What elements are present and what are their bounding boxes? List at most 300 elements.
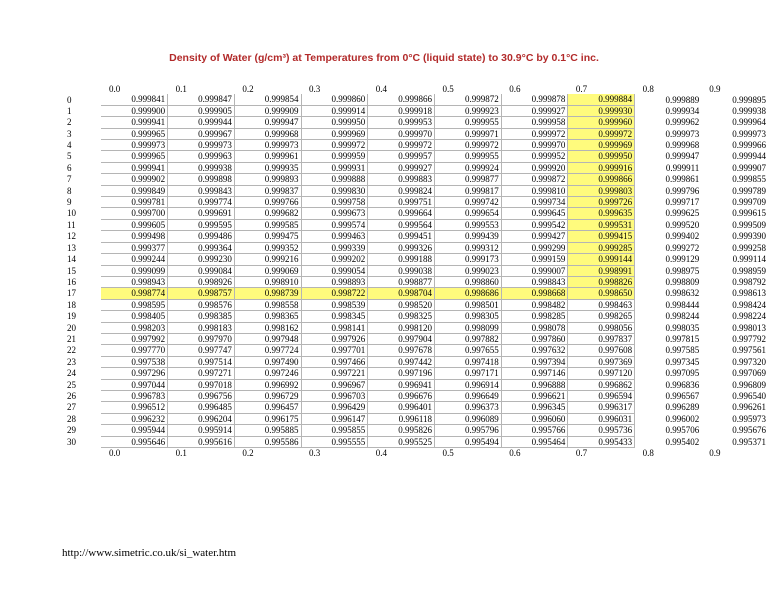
density-cell: 0.997196 <box>368 368 435 379</box>
density-cell: 0.999972 <box>568 128 635 139</box>
density-cell: 0.997678 <box>368 345 435 356</box>
density-cell: 0.999957 <box>368 151 435 162</box>
density-cell: 0.995736 <box>568 425 635 436</box>
table-row <box>59 288 768 299</box>
density-cell: 0.995494 <box>434 436 501 447</box>
density-cell: 0.999299 <box>501 242 568 253</box>
density-cell: 0.997095 <box>665 368 700 379</box>
density-cell: 0.998285 <box>501 311 568 322</box>
density-cell: 0.999973 <box>168 140 235 151</box>
density-cell: 0.999944 <box>168 117 235 128</box>
density-cell: 0.995586 <box>234 436 301 447</box>
density-cell: 0.999947 <box>234 117 301 128</box>
density-cell: 0.997246 <box>234 368 301 379</box>
density-cell: 0.998774 <box>101 288 168 299</box>
column-footer: 0.0 <box>108 448 121 458</box>
density-cell: 0.999970 <box>501 140 568 151</box>
density-cell: 0.999947 <box>665 151 700 162</box>
density-cell: 0.995766 <box>501 425 568 436</box>
density-cell: 0.997442 <box>368 356 435 367</box>
density-cell: 0.996457 <box>234 402 301 413</box>
density-cell: 0.998424 <box>732 299 766 310</box>
table-row <box>59 254 768 265</box>
density-cell: 0.997120 <box>568 368 635 379</box>
density-cell: 0.999781 <box>101 197 168 208</box>
table-row <box>59 265 768 276</box>
row-temperature-label: 1 <box>67 105 72 116</box>
density-cell: 0.999941 <box>101 162 168 173</box>
density-cell: 0.999969 <box>568 140 635 151</box>
density-cell: 0.998539 <box>301 299 368 310</box>
density-cell: 0.998686 <box>434 288 501 299</box>
density-cell: 0.999958 <box>501 117 568 128</box>
row-temperature-label: 9 <box>67 197 72 208</box>
density-cell: 0.996261 <box>732 402 766 413</box>
row-temperature-label: 14 <box>67 254 76 265</box>
density-cell: 0.999944 <box>732 151 766 162</box>
density-cell: 0.999972 <box>434 140 501 151</box>
density-cell: 0.996289 <box>665 402 700 413</box>
density-cell: 0.999673 <box>301 208 368 219</box>
density-cell: 0.997394 <box>501 356 568 367</box>
density-cell: 0.999520 <box>665 219 700 230</box>
density-table <box>59 84 768 458</box>
density-cell: 0.998613 <box>732 288 766 299</box>
table-row <box>59 242 768 253</box>
density-cell: 0.997632 <box>501 345 568 356</box>
density-cell: 0.998520 <box>368 299 435 310</box>
row-temperature-label: 2 <box>67 117 72 128</box>
density-cell: 0.999841 <box>101 94 168 105</box>
header-row <box>59 84 768 94</box>
density-cell: 0.999866 <box>568 174 635 185</box>
row-temperature-label: 6 <box>67 162 72 173</box>
density-cell: 0.996621 <box>501 390 568 401</box>
density-cell: 0.996862 <box>568 379 635 390</box>
column-header: 0.7 <box>575 84 588 94</box>
density-cell: 0.997837 <box>568 333 635 344</box>
density-cell: 0.999931 <box>301 162 368 173</box>
density-cell: 0.998943 <box>101 276 168 287</box>
density-cell: 0.999872 <box>501 174 568 185</box>
density-cell: 0.997882 <box>434 333 501 344</box>
row-temperature-label: 3 <box>67 128 72 139</box>
density-cell: 0.999872 <box>434 94 501 105</box>
density-cell: 0.998668 <box>501 288 568 299</box>
density-cell: 0.999427 <box>501 231 568 242</box>
density-cell: 0.999930 <box>568 105 635 116</box>
density-cell: 0.997904 <box>368 333 435 344</box>
density-cell: 0.999883 <box>368 174 435 185</box>
density-cell: 0.998244 <box>665 311 700 322</box>
row-temperature-label: 4 <box>67 140 72 151</box>
density-cell: 0.999849 <box>101 185 168 196</box>
row-temperature-label: 13 <box>67 242 76 253</box>
column-header: 0.5 <box>442 84 454 94</box>
density-cell: 0.999390 <box>732 231 766 242</box>
table-row <box>59 345 768 356</box>
density-cell: 0.995525 <box>368 436 435 447</box>
density-cell: 0.996429 <box>301 402 368 413</box>
density-cell: 0.999173 <box>434 254 501 265</box>
density-cell: 0.999927 <box>368 162 435 173</box>
density-cell: 0.995885 <box>234 425 301 436</box>
density-cell: 0.995555 <box>301 436 368 447</box>
density-cell: 0.999654 <box>434 208 501 219</box>
density-cell: 0.996676 <box>368 390 435 401</box>
density-cell: 0.998877 <box>368 276 435 287</box>
density-cell: 0.999965 <box>101 151 168 162</box>
density-cell: 0.996729 <box>234 390 301 401</box>
density-cell: 0.998056 <box>568 322 635 333</box>
density-cell: 0.997044 <box>101 379 168 390</box>
table-row <box>59 436 768 447</box>
column-footer: 0.8 <box>642 447 654 458</box>
column-header: 0.3 <box>309 84 321 94</box>
row-temperature-label: 11 <box>67 219 76 230</box>
density-cell: 0.999796 <box>665 185 700 196</box>
density-cell: 0.999605 <box>101 219 168 230</box>
density-cell: 0.999953 <box>368 117 435 128</box>
density-cell: 0.995402 <box>665 436 700 447</box>
density-cell: 0.999585 <box>234 219 301 230</box>
density-cell: 0.999475 <box>234 231 301 242</box>
row-temperature-label: 26 <box>67 390 76 401</box>
density-cell: 0.997069 <box>732 368 766 379</box>
density-cell: 0.999700 <box>101 208 168 219</box>
density-cell: 0.998722 <box>301 288 368 299</box>
page-title: Density of Water (g/cm³) at Temperatures from 0°C (liquid state) to 30.9°C by 0.1°C inc. <box>169 52 599 64</box>
density-cell: 0.996836 <box>665 379 700 390</box>
density-cell: 0.996914 <box>434 379 501 390</box>
density-cell: 0.999691 <box>168 208 235 219</box>
density-cell: 0.999970 <box>368 128 435 139</box>
table-row <box>59 151 768 162</box>
table-row <box>59 402 768 413</box>
density-cell: 0.998463 <box>568 299 635 310</box>
density-cell: 0.999542 <box>501 219 568 230</box>
density-cell: 0.999967 <box>168 128 235 139</box>
density-cell: 0.996147 <box>301 413 368 424</box>
density-cell: 0.999766 <box>234 197 301 208</box>
density-cell: 0.999230 <box>168 254 235 265</box>
density-cell: 0.996992 <box>234 379 301 390</box>
density-cell: 0.999285 <box>568 242 635 253</box>
density-cell: 0.999916 <box>568 162 635 173</box>
row-temperature-label: 5 <box>67 151 72 162</box>
density-cell: 0.999244 <box>101 254 168 265</box>
table-row <box>59 276 768 287</box>
density-cell: 0.998365 <box>234 311 301 322</box>
density-cell: 0.998265 <box>568 311 635 322</box>
density-cell: 0.998809 <box>665 276 700 287</box>
table-row <box>59 162 768 173</box>
density-cell: 0.996317 <box>568 402 635 413</box>
column-footer: 0.1 <box>175 448 187 458</box>
density-cell: 0.999099 <box>101 265 168 276</box>
density-cell: 0.999023 <box>434 265 501 276</box>
density-cell: 0.999877 <box>434 174 501 185</box>
density-cell: 0.998843 <box>501 276 568 287</box>
density-cell: 0.996089 <box>434 413 501 424</box>
density-cell: 0.997018 <box>168 379 235 390</box>
density-cell: 0.997345 <box>665 356 700 367</box>
density-cell: 0.995433 <box>568 436 635 447</box>
density-cell: 0.999973 <box>665 128 700 139</box>
density-cell: 0.999952 <box>501 151 568 162</box>
density-cell: 0.999615 <box>732 208 766 219</box>
density-cell: 0.999810 <box>501 185 568 196</box>
density-cell: 0.999129 <box>665 254 700 265</box>
row-temperature-label: 12 <box>67 231 76 242</box>
density-cell: 0.998739 <box>234 288 301 299</box>
table-row <box>59 368 768 379</box>
density-cell: 0.995464 <box>501 436 568 447</box>
density-cell: 0.999498 <box>101 231 168 242</box>
density-cell: 0.999927 <box>501 105 568 116</box>
density-cell: 0.997792 <box>732 333 766 344</box>
density-cell: 0.998183 <box>168 322 235 333</box>
density-cell: 0.999860 <box>301 94 368 105</box>
density-cell: 0.997655 <box>434 345 501 356</box>
density-cell: 0.998991 <box>568 265 635 276</box>
row-temperature-label: 0 <box>67 94 72 105</box>
density-cell: 0.997992 <box>101 333 168 344</box>
density-cell: 0.999888 <box>301 174 368 185</box>
density-cell: 0.999950 <box>301 117 368 128</box>
density-cell: 0.998141 <box>301 322 368 333</box>
density-cell: 0.999855 <box>732 174 766 185</box>
row-temperature-label: 25 <box>67 379 76 390</box>
column-header: 0.8 <box>642 84 654 94</box>
density-cell: 0.996175 <box>234 413 301 424</box>
density-cell: 0.997369 <box>568 356 635 367</box>
density-cell: 0.999553 <box>434 219 501 230</box>
table-row <box>59 356 768 367</box>
density-cell: 0.999837 <box>234 185 301 196</box>
density-cell: 0.999595 <box>168 219 235 230</box>
density-cell: 0.998120 <box>368 322 435 333</box>
table-row <box>59 128 768 139</box>
density-cell: 0.997146 <box>501 368 568 379</box>
density-cell: 0.996232 <box>101 413 168 424</box>
density-cell: 0.999861 <box>665 174 700 185</box>
density-cell: 0.998345 <box>301 311 368 322</box>
density-cell: 0.999884 <box>568 94 635 105</box>
row-temperature-label: 10 <box>67 208 76 219</box>
row-temperature-label: 7 <box>67 174 72 185</box>
density-cell: 0.996941 <box>368 379 435 390</box>
density-cell: 0.999905 <box>168 105 235 116</box>
row-temperature-label: 17 <box>67 288 76 299</box>
density-cell: 0.997948 <box>234 333 301 344</box>
density-cell: 0.999963 <box>168 151 235 162</box>
density-cell: 0.999202 <box>301 254 368 265</box>
density-cell: 0.999938 <box>168 162 235 173</box>
density-cell: 0.998792 <box>732 276 766 287</box>
density-cell: 0.996345 <box>501 402 568 413</box>
density-cell: 0.999159 <box>501 254 568 265</box>
density-cell: 0.997860 <box>501 333 568 344</box>
density-cell: 0.997271 <box>168 368 235 379</box>
table-row <box>59 208 768 219</box>
density-cell: 0.999625 <box>665 208 700 219</box>
density-cell: 0.998035 <box>665 322 700 333</box>
column-footer: 0.4 <box>375 448 388 458</box>
density-cell: 0.999969 <box>301 128 368 139</box>
density-cell: 0.999803 <box>568 185 635 196</box>
density-cell: 0.997770 <box>101 345 168 356</box>
density-cell: 0.999364 <box>168 242 235 253</box>
density-cell: 0.998926 <box>168 276 235 287</box>
density-cell: 0.999439 <box>434 231 501 242</box>
table-row <box>59 185 768 196</box>
density-cell: 0.996649 <box>434 390 501 401</box>
row-temperature-label: 21 <box>67 333 76 344</box>
table-row <box>59 105 768 116</box>
density-cell: 0.999531 <box>568 219 635 230</box>
density-cell: 0.995914 <box>168 425 235 436</box>
density-cell: 0.999878 <box>501 94 568 105</box>
density-cell: 0.999463 <box>301 231 368 242</box>
density-cell: 0.999950 <box>568 151 635 162</box>
density-cell: 0.999934 <box>665 105 700 116</box>
density-cell: 0.998203 <box>101 322 168 333</box>
density-cell: 0.999258 <box>732 242 766 253</box>
density-cell: 0.999635 <box>568 208 635 219</box>
density-cell: 0.999941 <box>101 117 168 128</box>
column-footer: 0.3 <box>309 448 321 458</box>
density-cell: 0.999965 <box>101 128 168 139</box>
footer-row <box>59 448 768 459</box>
density-cell: 0.999817 <box>434 185 501 196</box>
density-cell: 0.997221 <box>301 368 368 379</box>
density-cell: 0.998325 <box>368 311 435 322</box>
density-cell: 0.999188 <box>368 254 435 265</box>
density-cell: 0.999843 <box>168 185 235 196</box>
density-cell: 0.998558 <box>234 299 301 310</box>
density-cell: 0.998482 <box>501 299 568 310</box>
density-cell: 0.998910 <box>234 276 301 287</box>
table-row <box>59 231 768 242</box>
density-cell: 0.995616 <box>168 436 235 447</box>
density-cell: 0.998959 <box>732 265 766 276</box>
density-cell: 0.996512 <box>101 402 168 413</box>
density-cell: 0.995944 <box>101 425 168 436</box>
density-cell: 0.997538 <box>101 356 168 367</box>
density-cell: 0.996888 <box>501 379 568 390</box>
density-cell: 0.999968 <box>665 140 700 151</box>
density-cell: 0.999909 <box>234 105 301 116</box>
table-row <box>59 174 768 185</box>
density-cell: 0.999774 <box>168 197 235 208</box>
density-cell: 0.998224 <box>732 311 766 322</box>
density-cell: 0.998162 <box>234 322 301 333</box>
density-cell: 0.996703 <box>301 390 368 401</box>
density-cell: 0.999709 <box>732 197 766 208</box>
row-temperature-label: 23 <box>67 356 76 367</box>
density-cell: 0.999955 <box>434 117 501 128</box>
density-cell: 0.999742 <box>434 197 501 208</box>
density-cell: 0.999789 <box>732 185 766 196</box>
density-cell: 0.996373 <box>434 402 501 413</box>
density-cell: 0.999038 <box>368 265 435 276</box>
density-cell: 0.998632 <box>665 288 700 299</box>
density-cell: 0.999962 <box>665 117 700 128</box>
column-header: 0.2 <box>242 84 254 94</box>
density-cell: 0.997608 <box>568 345 635 356</box>
density-cell: 0.999758 <box>301 197 368 208</box>
density-cell: 0.999972 <box>301 140 368 151</box>
density-cell: 0.999972 <box>501 128 568 139</box>
density-cell: 0.999664 <box>368 208 435 219</box>
density-cell: 0.999914 <box>301 105 368 116</box>
density-cell: 0.996031 <box>568 413 635 424</box>
density-cell: 0.999960 <box>568 117 635 128</box>
density-cell: 0.999900 <box>101 105 168 116</box>
density-cell: 0.999726 <box>568 197 635 208</box>
corner-cell <box>59 448 101 459</box>
density-cell: 0.998576 <box>168 299 235 310</box>
density-cell: 0.999902 <box>101 174 168 185</box>
density-cell: 0.995706 <box>665 425 700 436</box>
density-cell: 0.999847 <box>168 94 235 105</box>
density-cell: 0.998975 <box>665 265 700 276</box>
column-footer: 0.2 <box>242 448 254 458</box>
density-cell: 0.999924 <box>434 162 501 173</box>
density-cell: 0.999920 <box>501 162 568 173</box>
density-cell: 0.999114 <box>732 254 766 265</box>
density-cell: 0.997296 <box>101 368 168 379</box>
density-cell: 0.999069 <box>234 265 301 276</box>
density-cell: 0.999973 <box>101 140 168 151</box>
density-cell: 0.997514 <box>168 356 235 367</box>
density-cell: 0.995855 <box>301 425 368 436</box>
density-cell: 0.999574 <box>301 219 368 230</box>
column-header: 0.6 <box>509 84 521 94</box>
column-header: 0.9 <box>709 84 721 94</box>
density-cell: 0.995371 <box>732 436 766 447</box>
density-cell: 0.996756 <box>168 390 235 401</box>
density-cell: 0.999564 <box>368 219 435 230</box>
row-temperature-label: 8 <box>67 185 72 196</box>
density-cell: 0.995646 <box>101 436 168 447</box>
density-cell: 0.999007 <box>501 265 568 276</box>
density-cell: 0.999973 <box>732 128 766 139</box>
row-temperature-label: 22 <box>67 345 76 356</box>
density-cell: 0.999084 <box>168 265 235 276</box>
density-cell: 0.998501 <box>434 299 501 310</box>
row-temperature-label: 30 <box>67 436 76 447</box>
table-row <box>59 219 768 230</box>
density-cell: 0.999272 <box>665 242 700 253</box>
density-cell: 0.996060 <box>501 413 568 424</box>
density-cell: 0.995676 <box>732 425 766 436</box>
table-row <box>59 425 768 436</box>
table-row <box>59 413 768 424</box>
density-cell: 0.998385 <box>168 311 235 322</box>
density-cell: 0.998305 <box>434 311 501 322</box>
density-cell: 0.999682 <box>234 208 301 219</box>
density-cell: 0.999935 <box>234 162 301 173</box>
corner-cell <box>59 84 101 94</box>
density-cell: 0.999898 <box>168 174 235 185</box>
density-cell: 0.999964 <box>732 117 766 128</box>
density-cell: 0.998860 <box>434 276 501 287</box>
column-header: 0.4 <box>375 84 388 94</box>
row-temperature-label: 27 <box>67 402 76 413</box>
density-cell: 0.999923 <box>434 105 501 116</box>
